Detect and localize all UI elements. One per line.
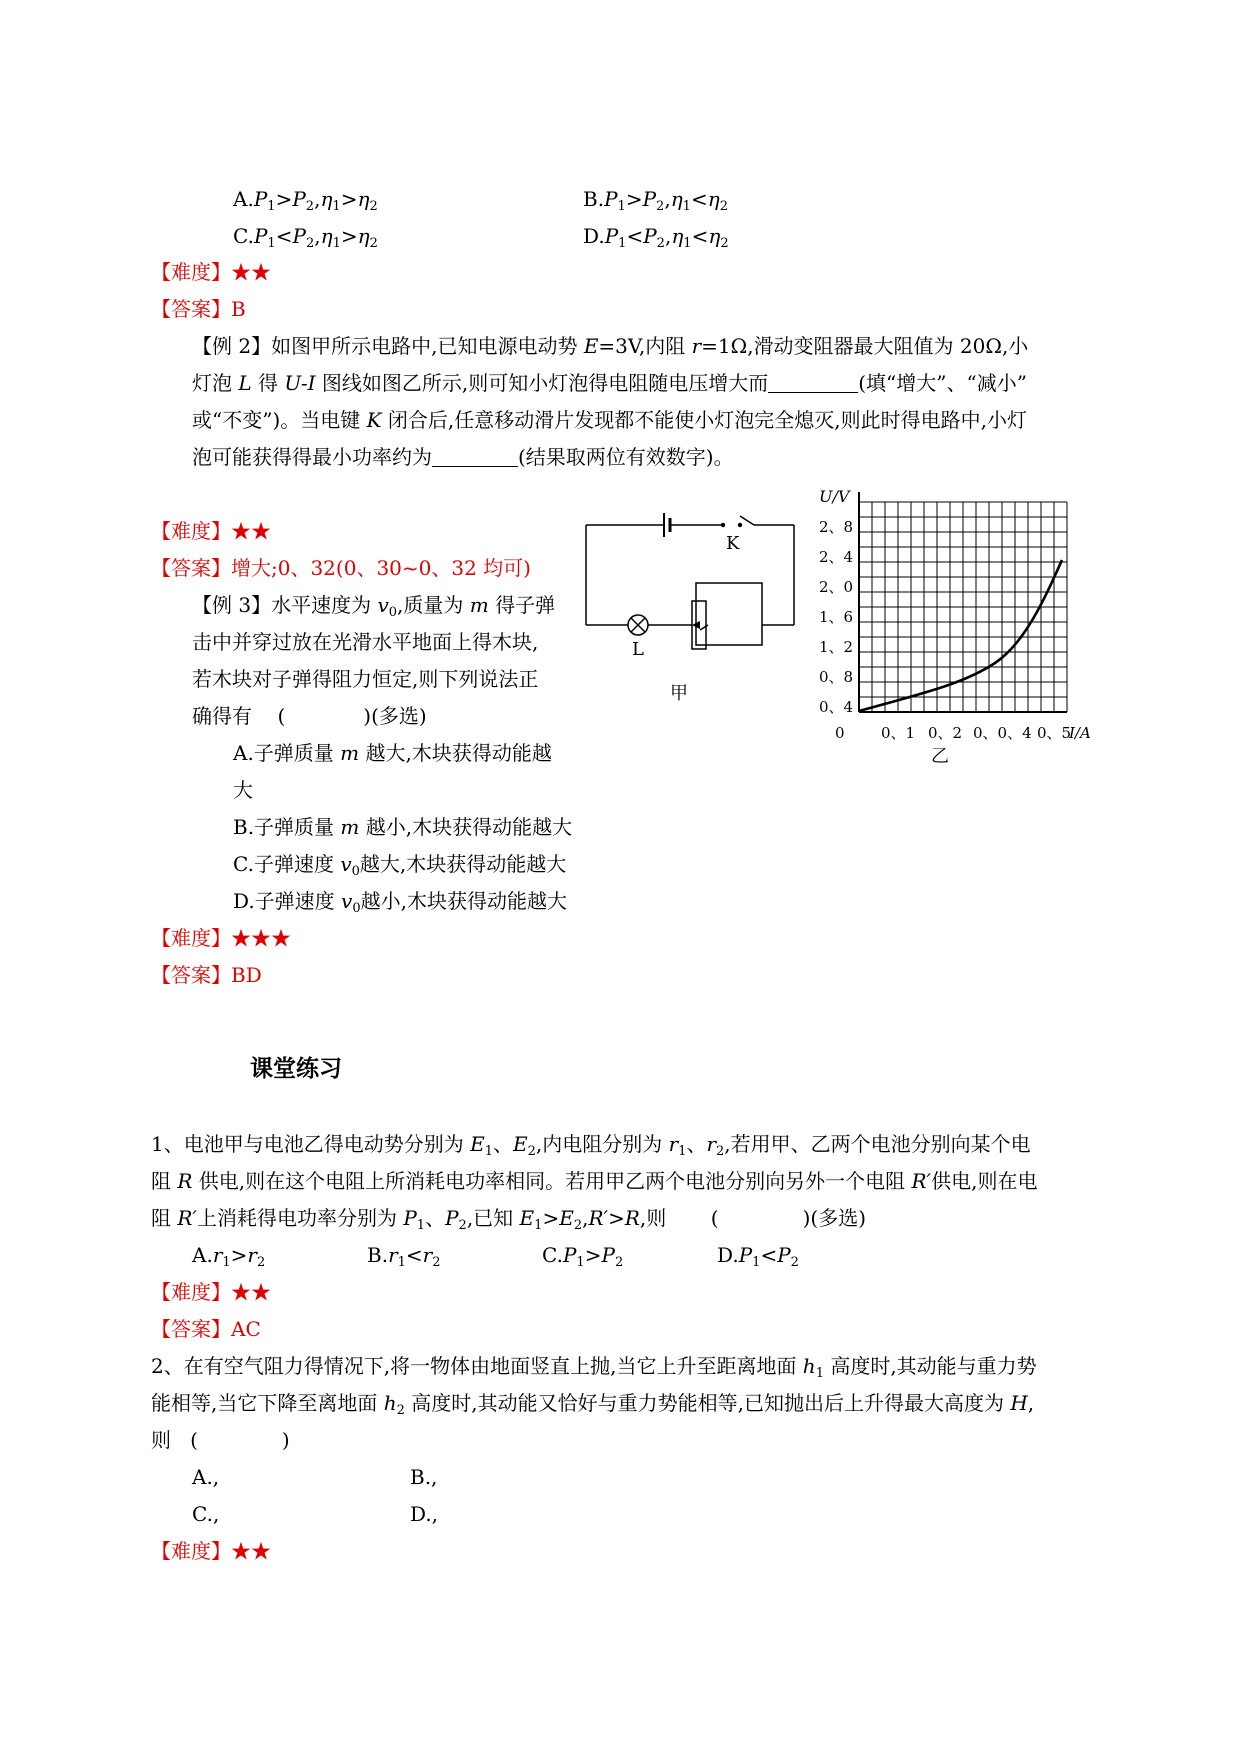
x-tick-label: 0、2 [928,724,963,742]
y-tick-label: 2、8 [819,518,854,536]
prev-option-b: $B.P_1>P_2,\eta_1<\eta_2$ [583,187,728,214]
origin-label: 0 [835,724,845,742]
q2-option-a: A., [192,1465,220,1489]
q2-line1: 2、在有空气阻力得情况下,将一物体由地面竖直上抛,当它上升至距离地面 $h_1$ 高度时,其动能与重力势 [151,1354,1037,1381]
q1-line3: 阻 R′上消耗得电功率分别为 $P_1$、$P_2$,已知 $E_1>E_2,R'>R$,则 ( )(多选) [151,1206,866,1233]
x-tick-label: 0、5 [1037,724,1072,742]
lamp-label: L [632,639,644,660]
q1-answer: 【答案】AC [151,1317,261,1341]
q2-line3: 则 ( ) [151,1428,290,1452]
switch-label: K [726,533,740,554]
example3-difficulty: 【难度】★★★ [151,926,291,950]
y-tick-label: 0、8 [819,668,854,686]
y-tick-label: 0、4 [819,698,854,716]
x-tick-label: 0、0、4 [973,724,1032,742]
example2-line4: 泡可能获得得最小功率约为 (结果取两位有效数字)。 [192,445,734,469]
y-tick-label: 2、4 [819,548,854,566]
example3-answer: 【答案】BD [151,963,262,987]
ui-graph [815,488,1105,768]
x-axis-label: I/A [1069,724,1091,742]
q1-difficulty: 【难度】★★ [151,1280,271,1304]
q1-option-a: $A.r_1>r_2$ [192,1243,266,1270]
q2-option-b: B., [410,1465,438,1489]
q1-option-d: $D.P_1<P_2$ [717,1243,799,1270]
circuit-caption: 甲 [670,683,688,704]
example3-line4: 确得有 ( )(多选) [192,704,427,728]
graph-caption: 乙 [931,746,949,767]
example3-line3: 若木块对子弹得阻力恒定,则下列说法正 [192,667,539,691]
q1-option-b: $B.r_1<r_2$ [367,1243,441,1270]
q1-line2: 阻 R 供电,则在这个电阻上所消耗电功率相同。若用甲乙两个电池分别向另外一个电阻 R′供电,则在电 [151,1169,1038,1193]
answer-blank[interactable] [432,448,518,467]
q1-option-c: $C.P_1>P_2$ [542,1243,624,1270]
example3-option-a: A.子弹质量 m 越大,木块获得动能越 [233,741,552,765]
y-tick-label: 1、6 [819,608,854,626]
q2-option-c: C., [192,1502,220,1526]
q1-line1: 1、电池甲与电池乙得电动势分别为 $E_1$、$E_2$,内电阻分别为 $r_1$、$r_2$,若用甲、乙两个电池分别向某个电 [151,1132,1031,1159]
q2-line2: 能相等,当它下降至离地面 $h_2$ 高度时,其动能又恰好与重力势能相等,已知抛出后上升得最大高度为 H, [151,1391,1035,1418]
example3-line1: 【例 3】水平速度为 $v_0$,质量为 m 得子弹 [192,593,556,620]
q2-difficulty: 【难度】★★ [151,1539,271,1563]
example2-line2: 灯泡 L 得 U-I 图线如图乙所示,则可知小灯泡得电阻随电压增大而 (填“增大”、“减小” [192,371,1027,395]
example2-difficulty: 【难度】★★ [151,519,271,543]
circuit-diagram [580,505,800,705]
example2-answer: 【答案】增大;0、32(0、30~0、32 均可) [151,556,531,580]
prev-option-a: $A.P_1>P_2,\eta_1>\eta_2$ [233,187,378,214]
example3-option-c: C.子弹速度 $v_0$越大,木块获得动能越大 [233,852,567,879]
example3-line2: 击中并穿过放在光滑水平地面上得木块, [192,630,539,654]
prev-option-c: $C.P_1<P_2,\eta_1>\eta_2$ [233,224,378,251]
ui-curve [859,560,1062,711]
prev-difficulty: 【难度】★★ [151,260,271,284]
y-axis-label: U/V [819,488,850,506]
prev-answer: 【答案】B [151,297,246,321]
x-tick-label: 0、1 [881,724,916,742]
q2-option-d: D., [410,1502,439,1526]
example3-option-d: D.子弹速度 $v_0$越小,木块获得动能越大 [233,889,567,916]
y-tick-label: 1、2 [819,638,854,656]
example2-line3: 或“不变”)。当电键 K 闭合后,任意移动滑片发现都不能使小灯泡完全熄灭,则此时得电路中,小灯 [192,408,1027,432]
example2-line1: 【例 2】如图甲所示电路中,已知电源电动势 E=3V,内阻 r=1Ω,滑动变阻器最大阻值为 20Ω,小 [192,334,1029,358]
example3-option-b: B.子弹质量 m 越小,木块获得动能越大 [233,815,573,839]
prev-option-d: $D.P_1<P_2,\eta_1<\eta_2$ [583,224,729,251]
section-title: 课堂练习 [250,1056,342,1082]
y-tick-label: 2、0 [819,578,854,596]
answer-blank[interactable] [768,374,858,393]
example3-option-a-wrap: 大 [233,778,253,802]
